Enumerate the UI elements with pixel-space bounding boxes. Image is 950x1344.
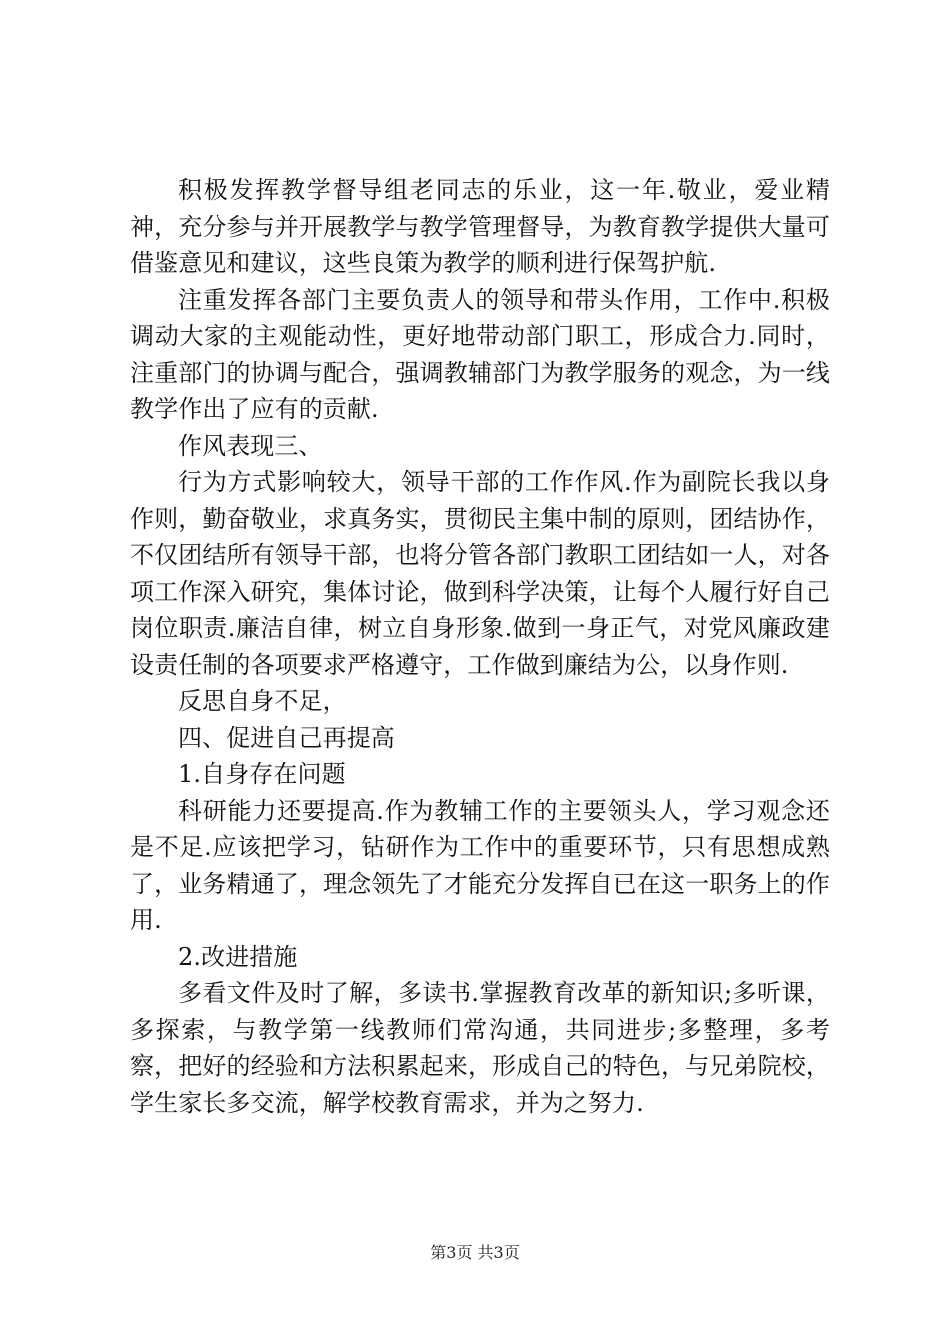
subheading-measures: 2.改进措施 (178, 942, 298, 971)
section-heading-improve: 四、促进自己再提高 (178, 723, 395, 752)
paragraph-1: 积极发挥教学督导组老同志的乐业，这一年.敬业，爱业精神，充分参与并开展教学与教学管理督导，为教育教学提供大量可借鉴意见和建议，这些良策为教学的顺利进行保驾护航. (130, 176, 830, 277)
section-heading-style: 作风表现三、 (178, 431, 323, 460)
page-footer: 第3页 共3页 (430, 1243, 520, 1262)
document-body (130, 172, 830, 1121)
paragraph-4: 科研能力还要提高.作为教辅工作的主要领头人，学习观念还是不足.应该把学习，钻研作为工作中的重要环节，只有思想成熟了，业务精通了，理念领先了才能充分发挥自已在这一职务上的作用. (130, 796, 830, 934)
subheading-problems: 1.自身存在问题 (178, 760, 346, 788)
section-heading-reflection: 反思自身不足， (178, 687, 347, 715)
paragraph-5: 多看文件及时了解，多读书.掌握教育改革的新知识;多听课，多探索，与教学第一线教师们常沟通，共同进步;多整理，多考察，把好的经验和方法积累起来，形成自己的特色，与兄弟院校，学生家长多交流，解学校教育需求，并为之努力. (130, 979, 830, 1117)
paragraph-3: 行为方式影响较大，领导干部的工作作风.作为副院长我以身作则，勤奋敬业，求真务实，贯彻民主集中制的原则，团结协作，不仅团结所有领导干部，也将分管各部门教职工团结如一人，对各项工作深入研究，集体讨论，做到科学决策，让每个人履行好自己岗位职责.廉洁自律，树立自身形象.做到一身正气，对党风廉政建设责任制的各项要求严格遵守，工作做到廉结为公，以身作则. (130, 468, 830, 679)
paragraph-2: 注重发挥各部门主要负责人的领导和带头作用，工作中.积极调动大家的主观能动性，更好地带动部门职工，形成合力.同时，注重部门的协调与配合，强调教辅部门为教学服务的观念，为一线教学作出了应有的贡献. (130, 285, 830, 423)
